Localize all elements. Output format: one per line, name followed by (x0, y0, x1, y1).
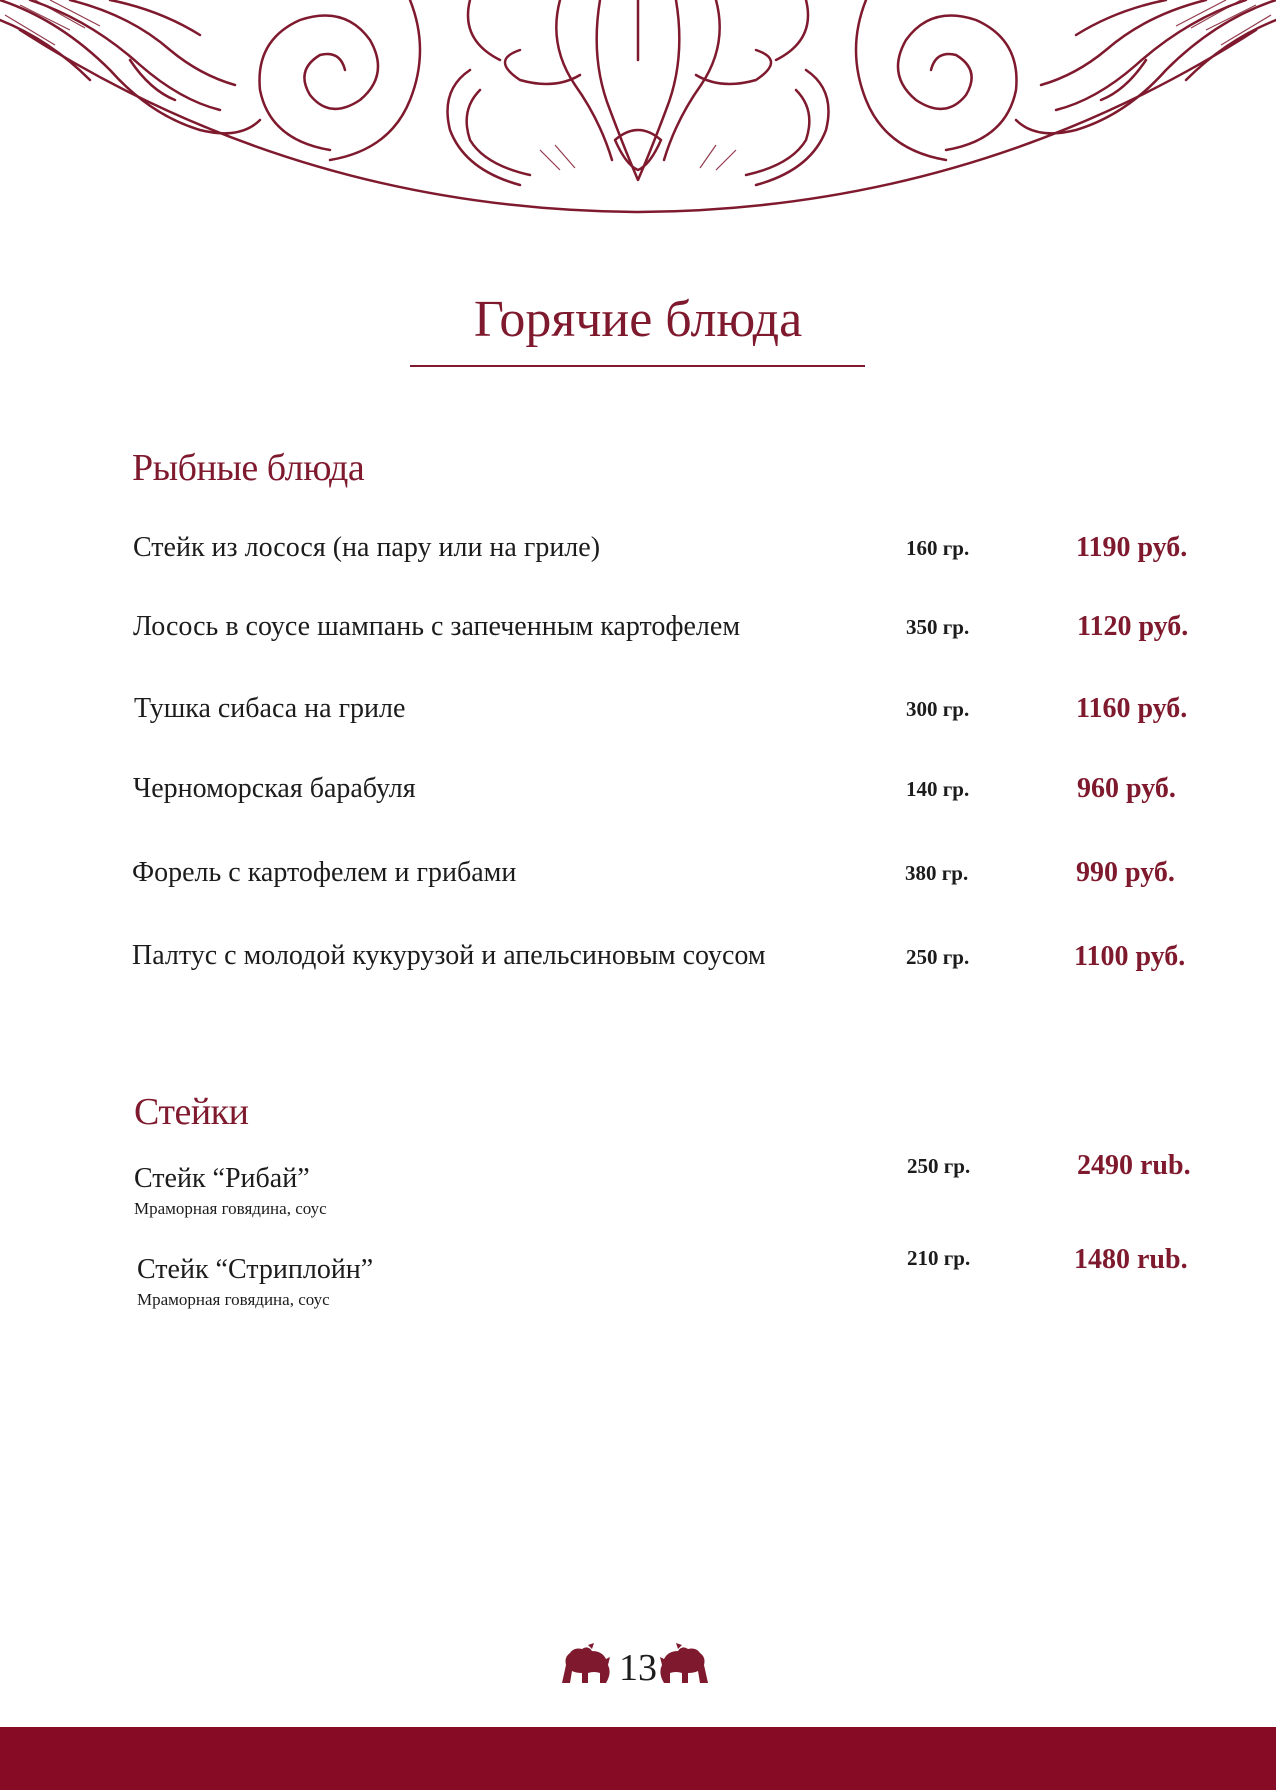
dish-weight: 160 гр. (906, 536, 970, 560)
baroque-ornament-icon (0, 0, 1276, 215)
dish-name: Палтус с молодой кукурузой и апельсиновым соусом (132, 940, 766, 971)
dish-price: 960 руб. (1077, 773, 1176, 804)
dish-name: Стейк из лосося (на пару или на гриле) (133, 532, 601, 563)
page-number: 13 (619, 1647, 657, 1689)
dish-name: Форель с картофелем и грибами (132, 857, 517, 888)
dish-weight: 380 гр. (905, 861, 969, 885)
dish-name: Тушка сибаса на гриле (134, 693, 406, 724)
title-underline (410, 365, 865, 367)
dish-price: 1120 руб. (1077, 611, 1189, 642)
dish-name: Лосось в соусе шампань с запеченным картофелем (133, 611, 741, 642)
dish-name: Стейк “Рибай” (134, 1163, 310, 1194)
section-heading-steaks: Стейки (134, 1091, 249, 1133)
section-heading-fish: Рыбные блюда (132, 447, 365, 489)
dish-price: 1480 rub. (1074, 1244, 1188, 1275)
dish-description: Мраморная говядина, соус (134, 1199, 327, 1218)
dish-weight: 350 гр. (906, 615, 970, 639)
dish-description: Мраморная говядина, соус (137, 1290, 330, 1309)
dish-price: 1190 руб. (1076, 532, 1188, 563)
dish-price: 990 руб. (1076, 857, 1175, 888)
dish-price: 1160 руб. (1076, 693, 1188, 724)
dish-weight: 250 гр. (907, 1154, 971, 1178)
dish-name: Стейк “Стриплойн” (137, 1254, 374, 1285)
dish-price: 2490 rub. (1077, 1150, 1191, 1181)
lion-emblem-icon (658, 1643, 712, 1685)
dish-weight: 250 гр. (906, 945, 970, 969)
page-title: Горячие блюда (473, 291, 803, 348)
dish-weight: 210 гр. (907, 1246, 971, 1270)
dish-weight: 140 гр. (906, 777, 970, 801)
dish-weight: 300 гр. (906, 697, 970, 721)
dish-name: Черноморская барабуля (133, 773, 416, 804)
dish-price: 1100 руб. (1074, 941, 1186, 972)
footer-band (0, 1727, 1276, 1790)
